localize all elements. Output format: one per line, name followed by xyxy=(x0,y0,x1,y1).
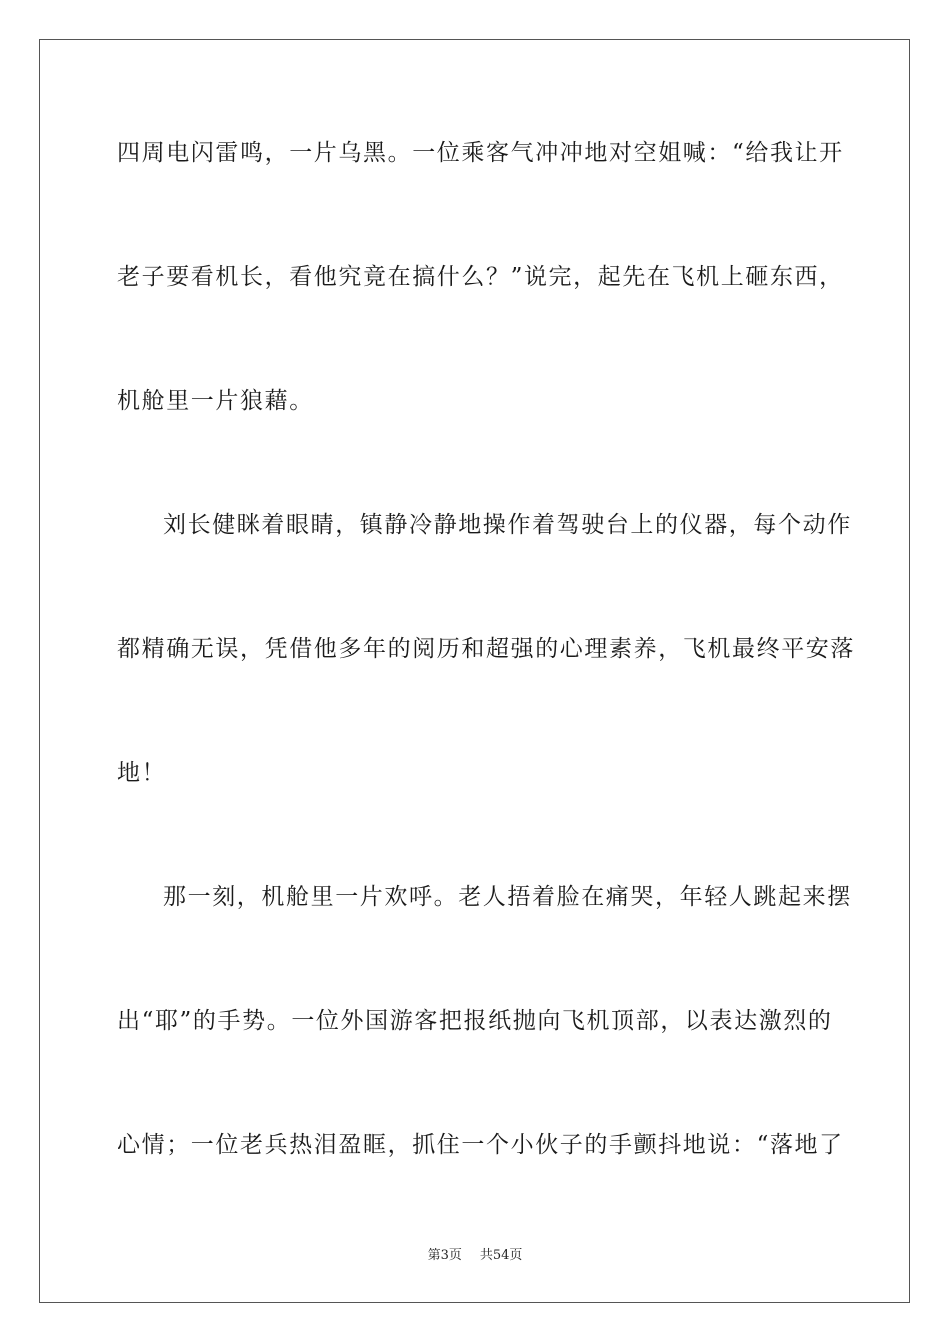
text-line-6: 地！ xyxy=(117,760,167,786)
text-line-5: 都精确无误，凭借他多年的阅历和超强的心理素养，飞机最终平安落 xyxy=(117,636,855,662)
text-line-2: 老子要看机长，看他究竟在搞什么？”说完，起先在飞机上砸东西， xyxy=(117,264,844,290)
text-line-9: 心情；一位老兵热泪盈眶，抓住一个小伙子的手颤抖地说：“落地了 xyxy=(117,1132,844,1158)
page-number: 第3页 xyxy=(427,1248,462,1263)
text-line-4: 刘长健眯着眼睛，镇静冷静地操作着驾驶台上的仪器，每个动作 xyxy=(163,512,852,538)
text-line-3: 机舱里一片狼藉。 xyxy=(117,388,314,414)
page-total: 共54页 xyxy=(479,1248,523,1263)
text-line-7: 那一刻，机舱里一片欢呼。老人捂着脸在痛哭，年轻人跳起来摆 xyxy=(163,884,852,910)
page-footer xyxy=(0,1247,950,1265)
text-line-1: 四周电闪雷鸣，一片乌黑。一位乘客气冲冲地对空姐喊：“给我让开 xyxy=(117,140,844,166)
text-line-8: 出“耶”的手势。一位外国游客把报纸抛向飞机顶部，以表达激烈的 xyxy=(117,1008,833,1034)
page-border xyxy=(39,39,910,1303)
